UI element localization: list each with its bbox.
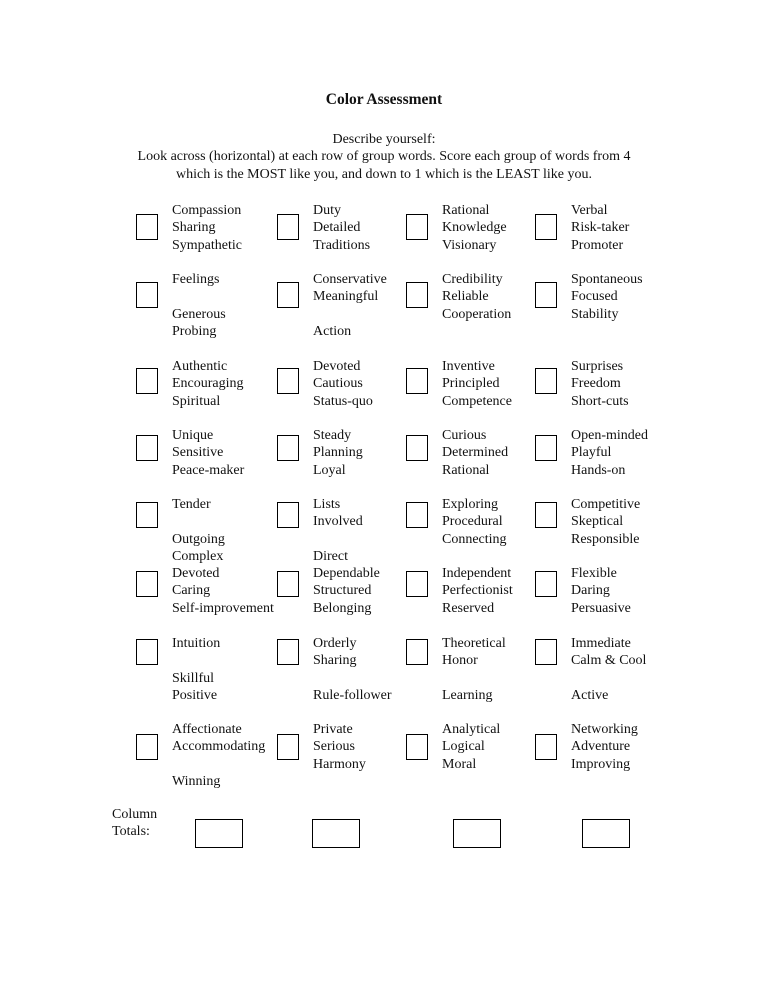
score-box[interactable] — [277, 368, 299, 394]
word-list: Affectionate Accommodating Winning — [172, 722, 266, 790]
score-box[interactable] — [535, 282, 557, 308]
word-row — [0, 271, 768, 341]
score-box[interactable] — [277, 282, 299, 308]
score-box[interactable] — [535, 639, 557, 665]
word-row — [0, 565, 768, 635]
word-list: Competitive Skeptical Responsible — [571, 497, 641, 547]
column-total-box-2[interactable] — [312, 819, 360, 848]
word-list: Feelings Generous Probing — [172, 272, 226, 340]
word-list: Rational Knowledge Visionary — [442, 203, 507, 253]
word-list: Conservative Meaningful Action — [313, 272, 387, 340]
instructions-line-3: which is the MOST like you, and down to 1 which is the LEAST like you. — [176, 166, 592, 182]
word-list: Flexible Daring Persuasive — [571, 566, 631, 616]
score-box[interactable] — [406, 571, 428, 597]
score-box[interactable] — [136, 368, 158, 394]
word-list: Unique Sensitive Peace-maker — [172, 428, 245, 478]
word-row — [0, 358, 768, 428]
score-box[interactable] — [136, 214, 158, 240]
word-list: Networking Adventure Improving — [571, 722, 638, 772]
word-list: Devoted Caring Self-improvement — [172, 566, 274, 616]
instructions-line-2: Look across (horizontal) at each row of group words. Score each group of words from 4 — [137, 149, 631, 165]
word-list: Spontaneous Focused Stability — [571, 272, 643, 322]
word-list: Lists Involved Direct — [313, 497, 363, 565]
word-list: Devoted Cautious Status-quo — [313, 359, 373, 409]
word-list: Curious Determined Rational — [442, 428, 509, 478]
word-row — [0, 635, 768, 705]
score-box[interactable] — [277, 639, 299, 665]
word-list: Orderly Sharing Rule-follower — [313, 636, 392, 704]
word-list: Exploring Procedural Connecting — [442, 497, 507, 547]
word-row — [0, 427, 768, 497]
column-total-box-3[interactable] — [453, 819, 501, 848]
score-box[interactable] — [136, 571, 158, 597]
word-list: Independent Perfectionist Reserved — [442, 566, 513, 616]
page-title: Color Assessment — [325, 91, 443, 108]
instructions-line-1: Describe yourself: — [332, 132, 436, 147]
word-list: Credibility Reliable Cooperation — [442, 272, 512, 322]
score-box[interactable] — [277, 502, 299, 528]
instructions — [0, 131, 768, 183]
word-row — [0, 202, 768, 272]
score-box[interactable] — [406, 214, 428, 240]
word-list: Private Serious Harmony — [313, 722, 366, 772]
word-list: Verbal Risk-taker Promoter — [571, 203, 630, 253]
score-box[interactable] — [535, 571, 557, 597]
word-list: Surprises Freedom Short-cuts — [571, 359, 629, 409]
score-box[interactable] — [277, 734, 299, 760]
score-box[interactable] — [406, 502, 428, 528]
column-total-box-4[interactable] — [582, 819, 630, 848]
score-box[interactable] — [406, 368, 428, 394]
column-totals-label: Column Totals: — [112, 807, 158, 840]
word-list: Open-minded Playful Hands-on — [571, 428, 648, 478]
word-list: Theoretical Honor Learning — [442, 636, 506, 704]
score-box[interactable] — [535, 734, 557, 760]
score-box[interactable] — [535, 502, 557, 528]
score-box[interactable] — [136, 639, 158, 665]
word-list: Analytical Logical Moral — [442, 722, 501, 772]
score-box[interactable] — [406, 734, 428, 760]
word-list: Tender Outgoing Complex — [172, 497, 225, 565]
score-box[interactable] — [406, 435, 428, 461]
score-box[interactable] — [406, 282, 428, 308]
word-row — [0, 496, 768, 566]
word-list: Authentic Encouraging Spiritual — [172, 359, 244, 409]
score-box[interactable] — [535, 368, 557, 394]
word-list: Duty Detailed Traditions — [313, 203, 371, 253]
score-box[interactable] — [406, 639, 428, 665]
column-total-box-1[interactable] — [195, 819, 243, 848]
score-box[interactable] — [535, 214, 557, 240]
score-box[interactable] — [277, 571, 299, 597]
word-list: Intuition Skillful Positive — [172, 636, 221, 704]
word-list: Immediate Calm & Cool Active — [571, 636, 647, 704]
score-box[interactable] — [136, 734, 158, 760]
word-list: Steady Planning Loyal — [313, 428, 363, 478]
word-list: Dependable Structured Belonging — [313, 566, 380, 616]
word-list: Compassion Sharing Sympathetic — [172, 203, 242, 253]
score-box[interactable] — [277, 214, 299, 240]
score-box[interactable] — [277, 435, 299, 461]
score-box[interactable] — [136, 282, 158, 308]
score-box[interactable] — [136, 502, 158, 528]
score-box[interactable] — [535, 435, 557, 461]
word-row — [0, 721, 768, 791]
word-list: Inventive Principled Competence — [442, 359, 512, 409]
score-box[interactable] — [136, 435, 158, 461]
